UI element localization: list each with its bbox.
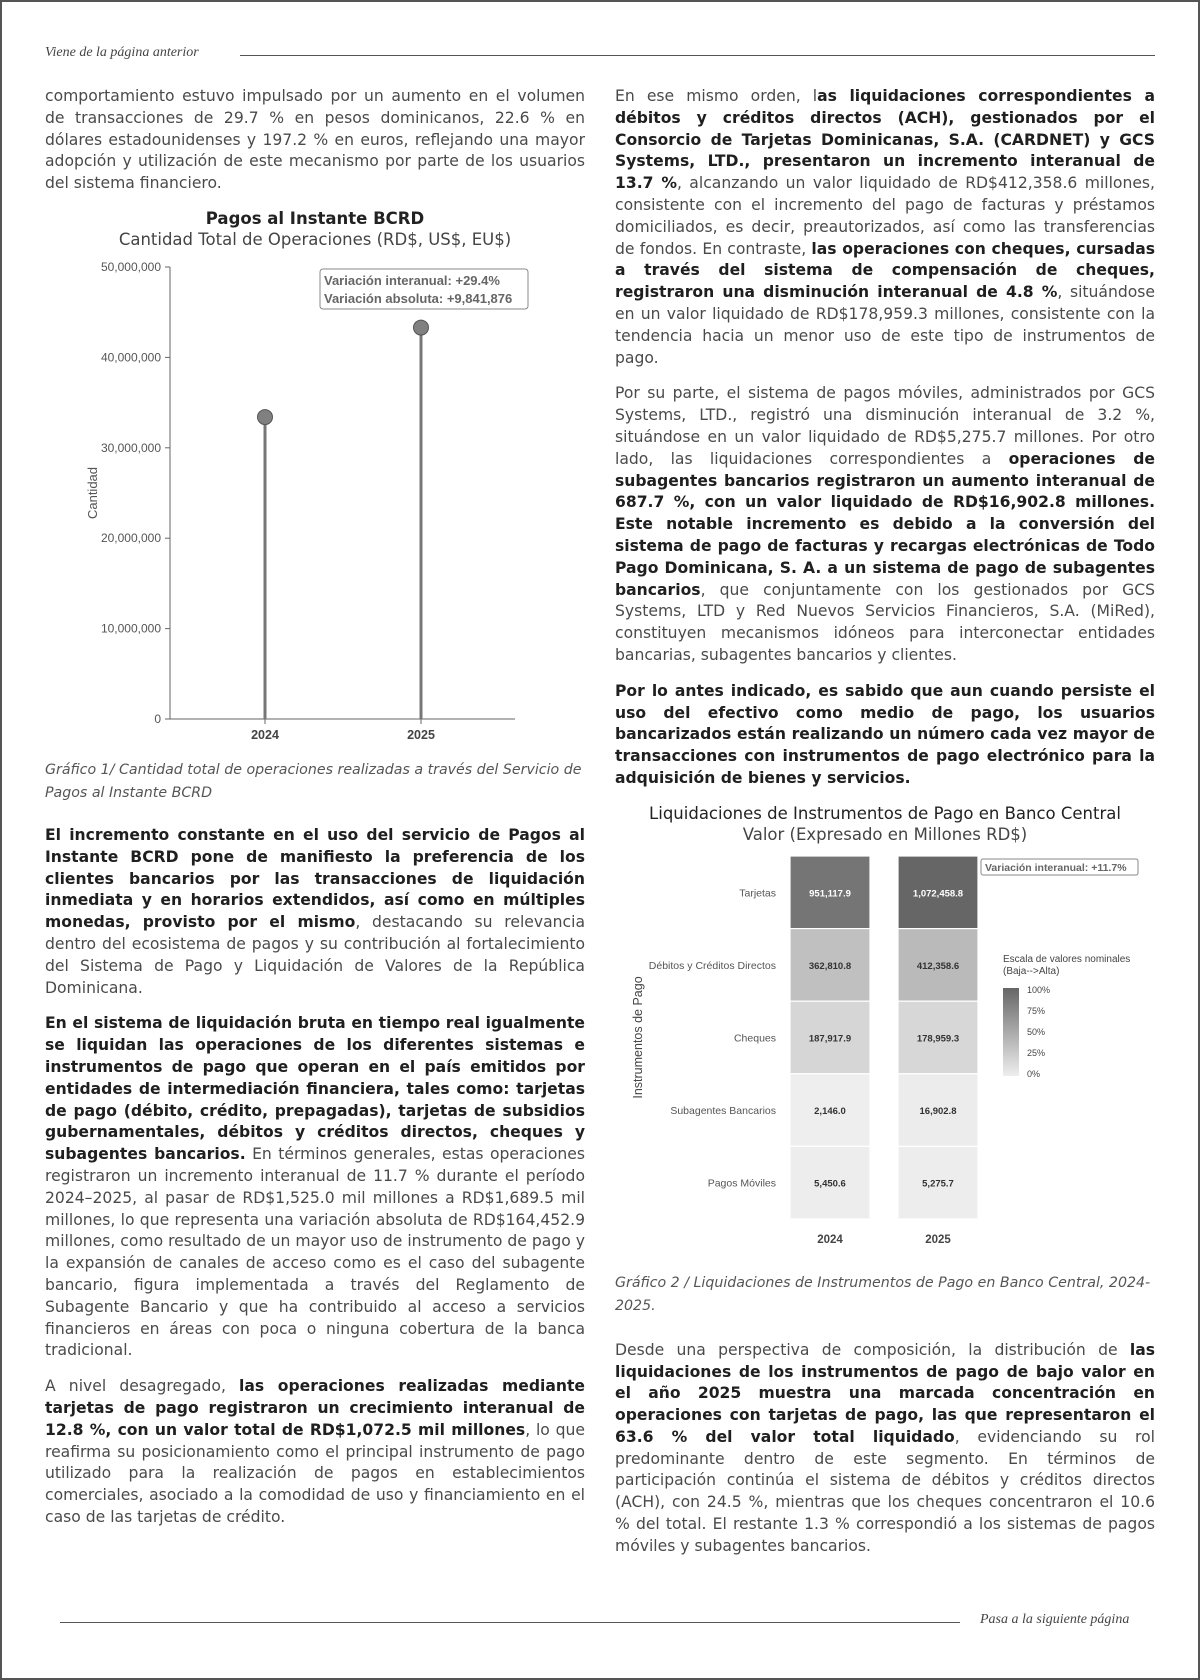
footer-rule	[60, 1622, 960, 1623]
right-p4-bold: las liquidaciones de los instrumentos de pago de bajo valor en el año 2025 muestra una marcada concentración en operaciones con tarjetas de pago, las que representaron el 63.6 % del valor total liquidado	[615, 1340, 1155, 1446]
chart2-row-label: Tarjetas	[739, 887, 776, 900]
footer-continuation: Pasa a la siguiente página	[980, 1612, 1130, 1627]
chart2-legend-subtitle: (Baja-->Alta)	[1003, 965, 1060, 977]
right-p1-a: En ese mismo orden, l	[615, 87, 818, 105]
right-p2-a: Por su parte, el sistema de pagos móviles, administrados por GCS Systems, LTD., registró una disminución interanual de 3.2 %, situándose en un valor liquidado de RD$5,275.7 millones. Por otro lado, las liquidaciones correspondientes a	[615, 384, 1155, 468]
right-p1-b: , alcanzando un valor liquidado de RD$412,358.6 millones, consistente con el incremento del pago de facturas y préstamos domiciliados, es decir, preautorizados, así como las transferencias de fondos. En contraste,	[615, 174, 1156, 258]
chart2-legend-tick: 0%	[1027, 1068, 1041, 1079]
chart2	[615, 804, 1155, 1266]
chart1-x-tick-label: 2025	[407, 727, 435, 742]
chart2-row-label: Pagos Móviles	[707, 1177, 776, 1190]
chart2-cell-label: 5,450.6	[814, 1178, 846, 1190]
chart2-cell-label: 951,117.9	[809, 888, 851, 900]
left-paragraph-4	[45, 1376, 585, 1529]
left-p4-bold: las operaciones realizadas mediante tarjetas de pago registraron un crecimiento interanual de 12.8 %, con un valor total de RD$1,072.5 mil millones	[45, 1377, 585, 1439]
left-p4-a: A nivel desagregado,	[45, 1377, 240, 1396]
chart2-title: Liquidaciones de Instrumentos de Pago en Banco Central	[649, 803, 1121, 823]
chart1-title: Pagos al Instante BCRD	[205, 208, 425, 228]
chart2-row-label: Subagentes Bancarios	[670, 1104, 776, 1117]
chart1-plot	[45, 249, 585, 749]
left-paragraph-1: comportamiento estuvo impulsado por un aumento en el volumen de transacciones de 29.7 % en pesos dominicanos, 22.6 % en dólares estadounidenses y 197.2 % en euros, reflejando una mayor adopción y utilización de este mecanismo por parte de los usuarios del sistema financiero.	[45, 87, 585, 193]
chart2-column-label: 2024	[817, 1233, 843, 1246]
chart2-legend-tick: 50%	[1027, 1026, 1046, 1037]
chart2-cell-label: 5,275.7	[922, 1178, 954, 1190]
left-p2-bold: El incremento constante en el uso del servicio de Pagos al Instante BCRD pone de manifiesto la preferencia de los clientes bancarios por las transacciones de liquidación inmediata y en horarios extendidos, así como en múltiples monedas, provisto por el mismo	[45, 825, 585, 932]
right-p4-b: , evidenciando su rol predominante dentro de este segmento. En términos de participación continúa el sistema de débitos y créditos directos (ACH), con 24.5 %, mientras que los cheques concentraron el 10.6 % del total. El restante 1.3 % correspondió a los sistemas de pagos móviles y subagentes bancarios.	[615, 1427, 1155, 1555]
right-paragraph-1	[615, 86, 1155, 369]
right-p2-b: , que conjuntamente con los gestionados por GCS Systems, LTD y Red Nuevos Servicios Financieros, S.A. (MiRed), constituyen mecanismos idóneos para interconectar entidades bancarias, subagentes bancarios y clientes.	[615, 580, 1155, 664]
chart2-cell-label: 2,146.0	[814, 1105, 846, 1117]
header-rule	[240, 55, 1155, 56]
chart1-y-axis-label: Cantidad	[85, 466, 100, 520]
chart1-annotation-line2: Variación absoluta: +9,841,876	[324, 290, 513, 306]
chart1-caption: Gráfico 1/ Cantidad total de operaciones realizadas a través del Servicio de Pagos al Instante BCRD	[45, 761, 582, 801]
left-column	[45, 86, 585, 1543]
left-p3-bold: En el sistema de liquidación bruta en tiempo real igualmente se liquidan las operaciones de los diferentes sistemas e instrumentos de pago que operan en el país emitidos por entidades de intermediación financiera, tales como: tarjetas de pago (débito, crédito, prepagadas), tarjetas de subsidios gubernamentales, débitos y créditos directos, cheques y subagentes bancarios.	[45, 1014, 585, 1164]
chart1-y-tick-label: 40,000,000	[100, 350, 161, 365]
chart2-row-label: Débitos y Créditos Directos	[648, 959, 776, 972]
right-p1-bold2: las operaciones con cheques, cursadas a través del sistema de compensación de cheques, registraron una disminución interanual de 4.8 %	[615, 239, 1156, 302]
chart1-y-tick-label: 10,000,000	[100, 621, 161, 636]
chart2-cell-label: 187,917.9	[808, 1033, 852, 1045]
chart2-subtitle: Valor (Expresado en Millones RD$)	[742, 824, 1028, 844]
right-p4-a: Desde una perspectiva de composición, la distribución de	[615, 1340, 1130, 1359]
chart1-x-tick-label: 2024	[251, 727, 279, 742]
chart1	[45, 209, 585, 753]
chart1-y-tick-label: 50,000,000	[100, 259, 161, 274]
left-p4-rest: , lo que reafirma su posicionamiento como el principal instrumento de pago utilizado para la realización de pagos en establecimientos comerciales, asociado a la comodidad de uso y financiamiento en el caso de las tarjetas de crédito.	[45, 1420, 585, 1526]
right-paragraph-4	[615, 1340, 1155, 1558]
header-continuation: Viene de la página anterior	[45, 45, 199, 60]
chart2-row-label: Cheques	[733, 1032, 776, 1045]
right-p2-bold: operaciones de subagentes bancarios registraron un aumento interanual de 687.7 %, con un valor liquidado de RD$16,902.8 millones. Este notable incremento es debido a la conversión del sistema de pago de facturas y recargas electrónicas de Todo Pago Dominicana, S. A. a un sistema de pago de subagentes bancarios	[615, 449, 1156, 599]
chart2-annotation: Variación interanual: +11.7%	[985, 861, 1127, 874]
chart2-column-label: 2025	[925, 1233, 951, 1246]
chart2-legend-title: Escala de valores nominales	[1003, 953, 1131, 965]
chart2-legend-tick: 100%	[1027, 984, 1051, 995]
chart2-cell-label: 16,902.8	[919, 1105, 957, 1117]
left-paragraph-3	[45, 1013, 585, 1362]
right-p1-bold1: as liquidaciones correspondientes a débitos y créditos directos (ACH), gestionados por el Consorcio de Tarjetas Dominicanas, S.A. (CARDNET) y GCS Systems, LTD., presentaron un incremento interanual de 13.7 %	[615, 87, 1155, 193]
right-column	[615, 86, 1155, 1572]
chart2-caption: Gráfico 2 / Liquidaciones de Instrumentos de Pago en Banco Central, 2024-2025.	[615, 1274, 1151, 1314]
chart2-legend-tick: 25%	[1027, 1047, 1046, 1058]
right-paragraph-2	[615, 383, 1155, 666]
right-p1-c: , situándose en un valor liquidado de RD$178,959.3 millones, consistente con la tendencia hacia un menor uso de este tipo de instrumentos de pago.	[615, 283, 1156, 367]
left-paragraph-2	[45, 825, 585, 999]
chart2-cell-label: 362,810.8	[808, 960, 852, 972]
chart2-cell-label: 1,072,458.8	[912, 888, 964, 900]
chart2-y-axis-label: Instrumentos de Pago	[631, 976, 645, 1099]
chart1-point-2025	[414, 320, 429, 335]
chart2-legend-tick: 75%	[1027, 1005, 1046, 1016]
right-paragraph-3	[615, 681, 1155, 790]
chart2-cell-label: 178,959.3	[916, 1033, 960, 1045]
chart1-y-tick-label: 30,000,000	[100, 440, 161, 455]
chart2-plot	[615, 844, 1155, 1262]
chart1-y-tick-label: 20,000,000	[100, 531, 161, 546]
chart2-cell-label: 412,358.6	[916, 960, 960, 972]
chart1-point-2024	[258, 410, 273, 425]
chart1-subtitle: Cantidad Total de Operaciones (RD$, US$, EU$)	[118, 229, 512, 249]
left-p3-rest: En términos generales, estas operaciones registraron un incremento interanual de 11.7 % durante el período 2024–2025, al pasar de RD$1,525.0 mil millones a RD$1,689.5 mil millones, lo que representa una variación absoluta de RD$164,452.9 millones, como resultado de un mayor uso de instrumento de pago y la expansión de canales de acceso como es el caso del subagente bancario, figura implementada a través del Reglamento de Subagente Bancario y que ha contribuido al acceso a servicios financieros en áreas con poca o ninguna cobertura de la banca tradicional.	[45, 1145, 585, 1360]
left-p2-rest: , destacando su relevancia dentro del ecosistema de pagos y su contribución al fortalecimiento del Sistema de Pago y Liquidación de Valores de la República Dominicana.	[45, 913, 586, 997]
right-p3-bold: Por lo antes indicado, es sabido que aun cuando persiste el uso del efectivo como medio de pago, los usuarios bancarizados están realizando un número cada vez mayor de transacciones con instrumentos de pago electrónico para la adquisición de bienes y servicios.	[615, 681, 1155, 787]
chart1-y-tick-label: 0	[154, 711, 161, 726]
chart2-legend-gradient	[1003, 988, 1019, 1076]
chart1-annotation-line1: Variación interanual: +29.4%	[324, 272, 500, 288]
